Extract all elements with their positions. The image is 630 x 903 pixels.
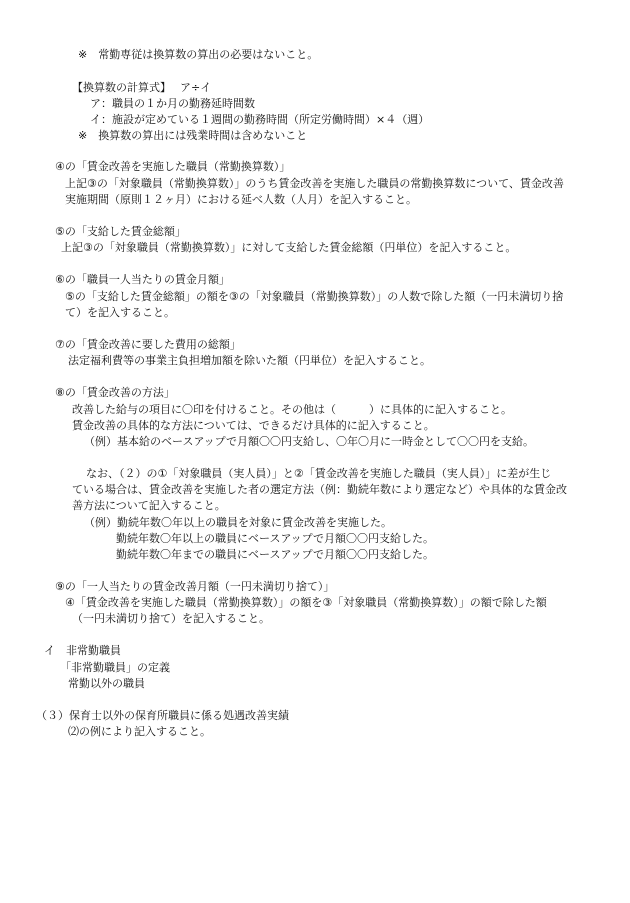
section-6-title: ⑥の「職員一人当たりの賃金月額」 [55, 273, 230, 286]
section-8-example-3: 勤続年数〇年以上の職員にベースアップで月額〇〇円支給した。 [116, 532, 435, 545]
section-8-example-4: 勤続年数〇年までの職員にベースアップで月額〇〇円支給した。 [116, 548, 435, 561]
section-6-body-1: ⑤の「支給した賃金総額」の額を③の「対象職員（常勤換算数）」の人数で除した額（一円未満切り捨 [65, 290, 564, 303]
part-i-body: 常勤以外の職員 [68, 677, 145, 690]
part-i-title: イ 非常勤職員 [44, 644, 121, 657]
section-4-body-2: 実施期間（原則１２ヶ月）における延べ人数（人月）を記入すること。 [65, 193, 417, 206]
section-5-body-1: 上記③の「対象職員（常勤換算数）」に対して支給した賃金総額（円単位）を記入すること。 [61, 241, 517, 254]
section-8-body-3: なお、（２）の①「対象職員（実人員）」と②「賃金改善を実施した職員（実人員）」に差が生じ [86, 467, 552, 480]
formula-note: ※ 換算数の算出には残業時間は含めないこと [78, 129, 308, 142]
section-8-title: ⑧の「賃金改善の方法」 [55, 386, 175, 399]
part-i-definition: 「非常勤職員」の定義 [60, 661, 170, 674]
section-8-body-1: 改善した給与の項目に〇印を付けること。その他は（ ）に具体的に記入すること。 [72, 403, 512, 416]
section-4-title: ④の「賃金改善を実施した職員（常勤換算数）」 [55, 160, 291, 173]
section-7-title: ⑦の「賃金改善に要した費用の総額」 [55, 338, 241, 351]
formula-title: 【換算数の計算式】 ア÷イ [72, 81, 212, 94]
section-8-example-1: （例）基本給のベースアップで月額〇〇円支給し、〇年〇月に一時金として〇〇円を支給。 [84, 435, 535, 448]
section-5-title: ⑤の「支給した賃金総額」 [55, 225, 186, 238]
section-6-body-2: て）を記入すること。 [65, 306, 175, 319]
section-8-body-5: 善方法について記入すること。 [72, 499, 226, 512]
note-top: ※ 常勤専従は換算数の算出の必要はないこと。 [78, 48, 319, 61]
section-9-body-2: （一円未満切り捨て）を記入すること。 [72, 612, 270, 625]
formula-i: イ：施設が定めている１週間の勤務時間（所定労働時間）×４（週） [90, 113, 430, 126]
section-9-title: ⑨の「一人当たりの賃金改善月額（一円未満切り捨て）」 [55, 580, 335, 593]
section-4-body-1: 上記③の「対象職員（常勤換算数）」のうち賃金改善を実施した職員の常勤換算数について、賃金改善 [65, 177, 564, 190]
section-8-body-2: 賃金改善の具体的な方法については、できるだけ具体的に記入すること。 [72, 419, 435, 432]
section-9-body-1: ④「賃金改善を実施した職員（常勤換算数）」の額を③「対象職員（常勤換算数）」の額で除した額 [65, 596, 547, 609]
section-8-body-4: ている場合は、賃金改善を実施した者の選定方法（例：勤続年数により選定など）や具体的な賃金改 [72, 483, 567, 496]
formula-a: ア：職員の１か月の勤務延時間数 [90, 97, 255, 110]
section-3-title: （３）保育士以外の保育所職員に係る処遇改善実績 [36, 709, 289, 722]
section-3-body: ⑵の例により記入すること。 [68, 725, 211, 738]
section-8-example-2: （例）勤続年数〇年以上の職員を対象に賃金改善を実施した。 [84, 516, 392, 529]
section-7-body-1: 法定福利費等の事業主負担増加額を除いた額（円単位）を記入すること。 [68, 354, 431, 367]
